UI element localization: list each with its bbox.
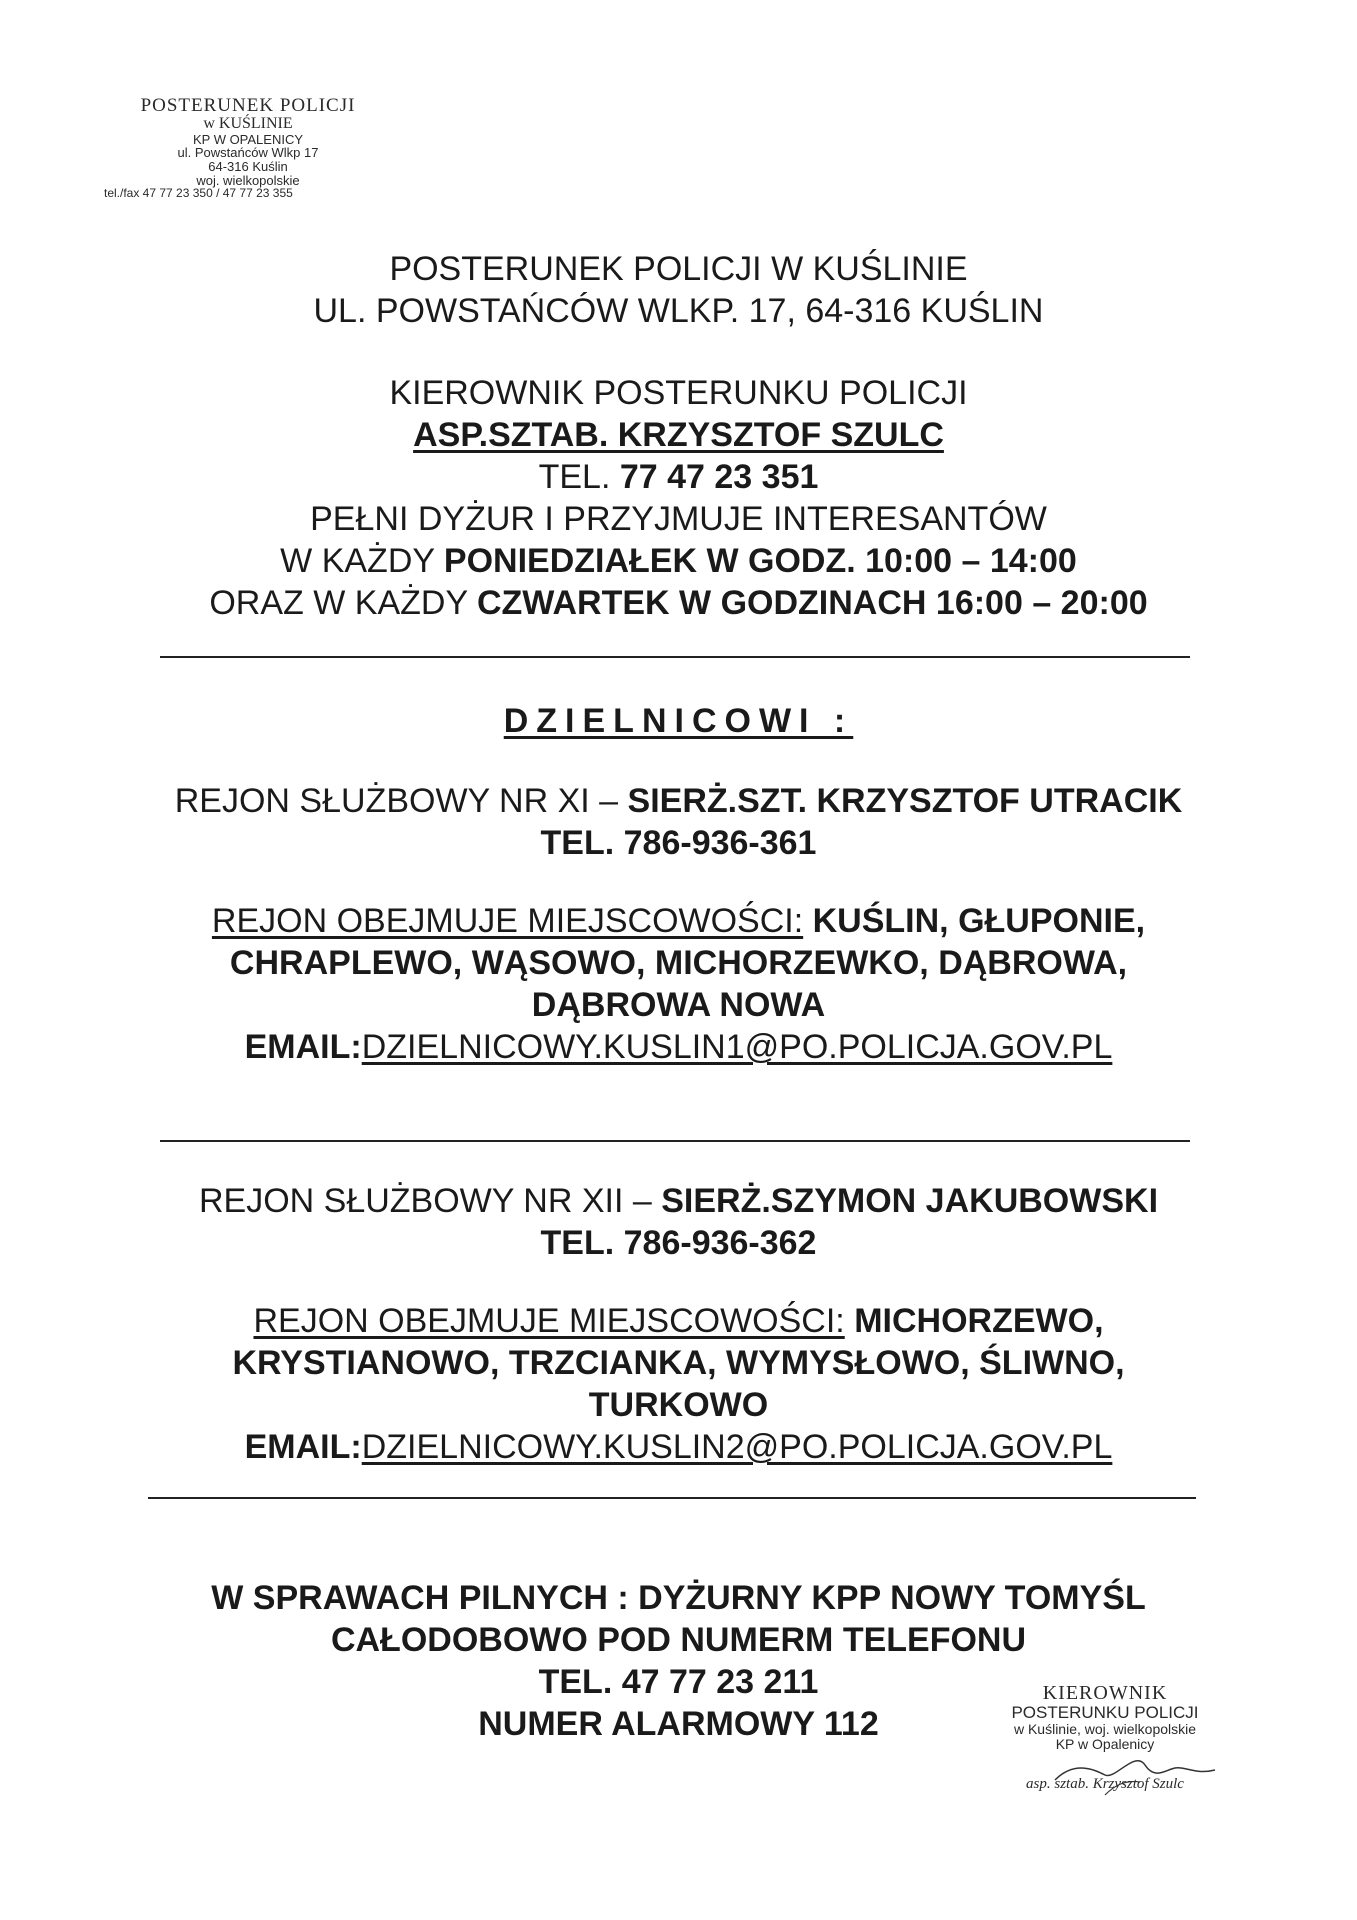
stamp-line: 64-316 Kuślin [208, 159, 288, 175]
district-places: KRYSTIANOWO, TRZCIANKA, WYMYSŁOWO, ŚLIWNO, [232, 1344, 1125, 1382]
tel-label: TEL. [538, 458, 611, 496]
officer-name: SIERŻ.SZT. KRZYSZTOF UTRACIK [627, 782, 1183, 820]
divider [160, 1140, 1190, 1142]
places-label: REJON OBEJMUJE MIEJSCOWOŚCI: [211, 902, 804, 940]
manager-role: KIEROWNIK POSTERUNKU POLICJI [389, 374, 968, 412]
places-text: MICHORZEWO, [854, 1302, 1104, 1340]
urgent-line: NUMER ALARMOWY 112 [478, 1705, 879, 1743]
stamp-line: ul. Powstańców Wlkp 17 [177, 145, 319, 161]
manager-duty: PEŁNI DYŻUR I PRZYJMUJE INTERESANTÓW [310, 500, 1047, 538]
sig-line: asp. sztab. Krzysztof Szulc [1026, 1776, 1184, 1793]
divider [160, 656, 1190, 658]
day-prefix: ORAZ W KAŻDY [209, 584, 468, 622]
district-places: DĄBROWA NOWA [531, 986, 826, 1024]
manager-name: ASP.SZTAB. KRZYSZTOF SZULC [413, 416, 944, 454]
district-places [0, 900, 1357, 942]
district-1 [0, 780, 1357, 1068]
divider [148, 1497, 1196, 1499]
district-places [0, 1300, 1357, 1342]
district-places: CHRAPLEWO, WĄSOWO, MICHORZEWKO, DĄBROWA, [229, 944, 1128, 982]
district-places: TURKOWO [588, 1386, 769, 1424]
urgent-line: TEL. 47 77 23 211 [538, 1663, 819, 1701]
stamp-line: w KUŚLINIE [203, 114, 293, 132]
header [0, 248, 1357, 332]
stamp-line: POSTERUNEK POLICJI [140, 95, 356, 116]
email-label: EMAIL: [244, 1428, 362, 1466]
sig-line: KIEROWNIK [1042, 1682, 1168, 1704]
officers-heading-block [0, 700, 1357, 742]
stamp-line: woj. wielkopolskie [196, 172, 300, 188]
email-label: EMAIL: [244, 1028, 362, 1066]
district-tel: TEL. 786-936-361 [540, 824, 817, 862]
places-text: KUŚLIN, GŁUPONIE, [812, 902, 1146, 940]
stamp-line: tel./fax 47 77 23 350 / 47 77 23 355 [104, 186, 293, 201]
manager-day2 [0, 582, 1357, 624]
stamp-line: KP W OPALENICY [192, 131, 304, 147]
manager-day1 [0, 540, 1357, 582]
district-email [0, 1026, 1357, 1068]
day-hours: CZWARTEK W GODZINACH 16:00 – 20:00 [476, 584, 1148, 622]
police-stamp [104, 95, 388, 201]
district-2 [0, 1180, 1357, 1468]
region-label: REJON SŁUŻBOWY NR XI – [174, 782, 619, 820]
urgent-line: W SPRAWACH PILNYCH : DYŻURNY KPP NOWY TOMYŚL [211, 1579, 1146, 1617]
manager-tel [0, 456, 1357, 498]
region-label: REJON SŁUŻBOWY NR XII – [198, 1182, 652, 1220]
sig-line: KP w Opalenicy [1055, 1735, 1155, 1752]
signature-scribble [1045, 1740, 1225, 1800]
email-link[interactable]: DZIELNICOWY.KUSLIN2@PO.POLICJA.GOV.PL [361, 1428, 1113, 1466]
urgent-line: CAŁODOBOWO POD NUMERM TELEFONU [330, 1621, 1027, 1659]
tel-number: 77 47 23 351 [619, 458, 819, 496]
page-title: POSTERUNEK POLICJI W KUŚLINIE [389, 250, 968, 288]
sig-line: POSTERUNKU POLICJI [1011, 1703, 1199, 1722]
sig-line: w Kuślinie, woj. wielkopolskie [1013, 1720, 1197, 1737]
manager-section [0, 372, 1357, 624]
officer-name: SIERŻ.SZYMON JAKUBOWSKI [661, 1182, 1159, 1220]
district-tel: TEL. 786-936-362 [540, 1224, 817, 1262]
day-prefix: W KAŻDY [280, 542, 435, 580]
district-region [0, 1180, 1357, 1222]
district-email [0, 1426, 1357, 1468]
email-link[interactable]: DZIELNICOWY.KUSLIN1@PO.POLICJA.GOV.PL [361, 1028, 1113, 1066]
address: UL. POWSTAŃCÓW WLKP. 17, 64-316 KUŚLIN [313, 292, 1044, 330]
district-region [0, 780, 1357, 822]
officers-heading: DZIELNICOWI : [503, 702, 854, 740]
day-hours: PONIEDZIAŁEK W GODZ. 10:00 – 14:00 [443, 542, 1077, 580]
places-label: REJON OBEJMUJE MIEJSCOWOŚCI: [253, 1302, 845, 1340]
